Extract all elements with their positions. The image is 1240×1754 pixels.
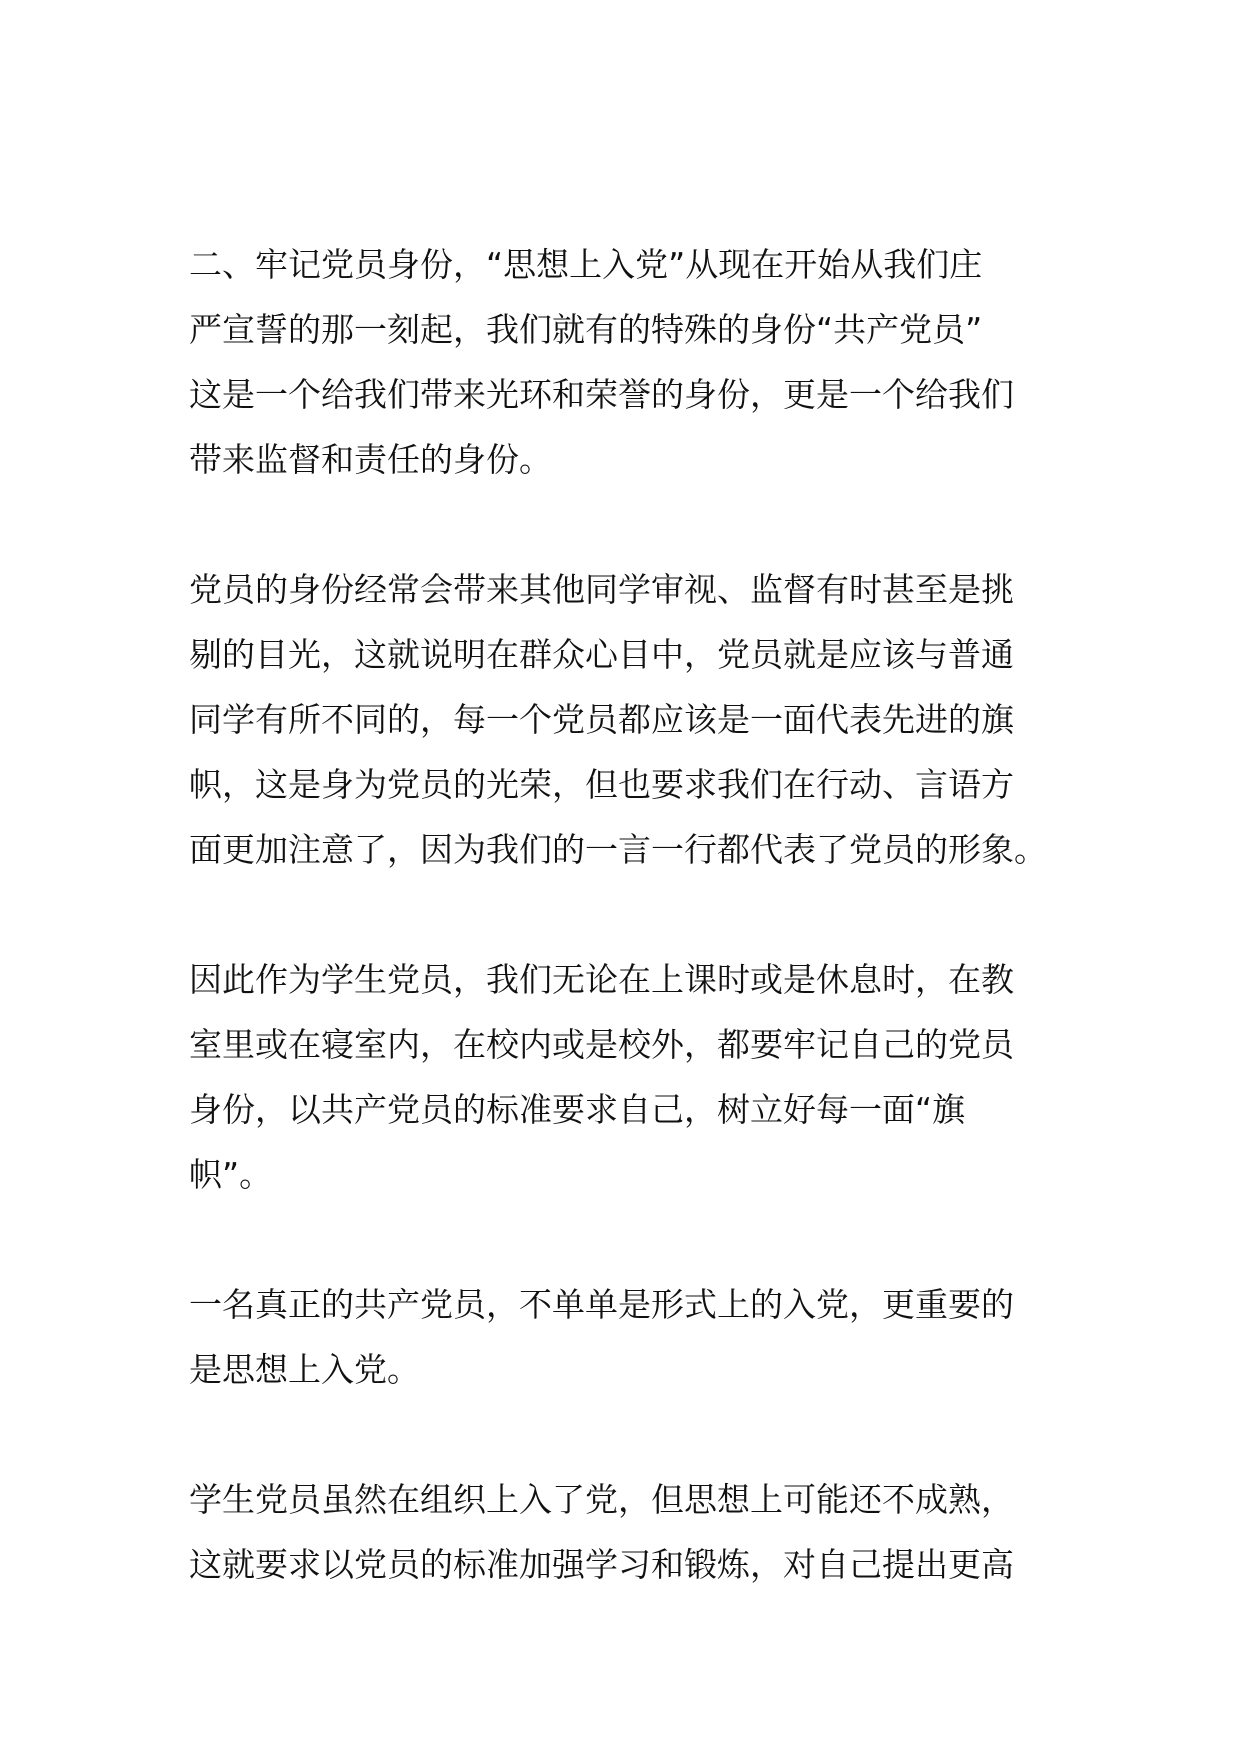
text-line: 同学有所不同的，每一个党员都应该是一面代表先进的旗 — [189, 700, 1014, 739]
text-line: 一名真正的共产党员，不单单是形式上的入党，更重要的 — [189, 1285, 1014, 1324]
text-line: 严宣誓的那一刻起，我们就有的特殊的身份“共产党员” — [189, 310, 983, 349]
document-body — [189, 232, 1049, 1597]
text-line: 剔的目光，这就说明在群众心目中，党员就是应该与普通 — [189, 635, 1014, 674]
paragraph-1 — [189, 232, 1049, 492]
text-line: 面更加注意了，因为我们的一言一行都代表了党员的形象。 — [189, 830, 1047, 869]
text-line: 帜，这是身为党员的光荣，但也要求我们在行动、言语方 — [189, 765, 1014, 804]
text-line: 党员的身份经常会带来其他同学审视、监督有时甚至是挑 — [189, 570, 1014, 609]
text-line: 因此作为学生党员，我们无论在上课时或是休息时，在教 — [189, 960, 1014, 999]
text-line: 这就要求以党员的标准加强学习和锻炼，对自己提出更高 — [189, 1545, 1014, 1584]
text-line: 学生党员虽然在组织上入了党，但思想上可能还不成熟， — [189, 1480, 1014, 1519]
text-line: 身份，以共产党员的标准要求自己，树立好每一面“旗 — [189, 1090, 966, 1129]
paragraph-5 — [189, 1467, 1049, 1597]
paragraph-2 — [189, 557, 1049, 882]
text-line: 带来监督和责任的身份。 — [189, 440, 552, 479]
text-line: 二、牢记党员身份，“思想上入党”从现在开始从我们庄 — [189, 245, 983, 284]
text-line: 帜”。 — [189, 1155, 273, 1194]
text-line: 室里或在寝室内，在校内或是校外，都要牢记自己的党员 — [189, 1025, 1014, 1064]
text-line: 是思想上入党。 — [189, 1350, 420, 1389]
text-line: 这是一个给我们带来光环和荣誉的身份，更是一个给我们 — [189, 375, 1014, 414]
paragraph-4 — [189, 1272, 1049, 1402]
paragraph-3 — [189, 947, 1049, 1207]
